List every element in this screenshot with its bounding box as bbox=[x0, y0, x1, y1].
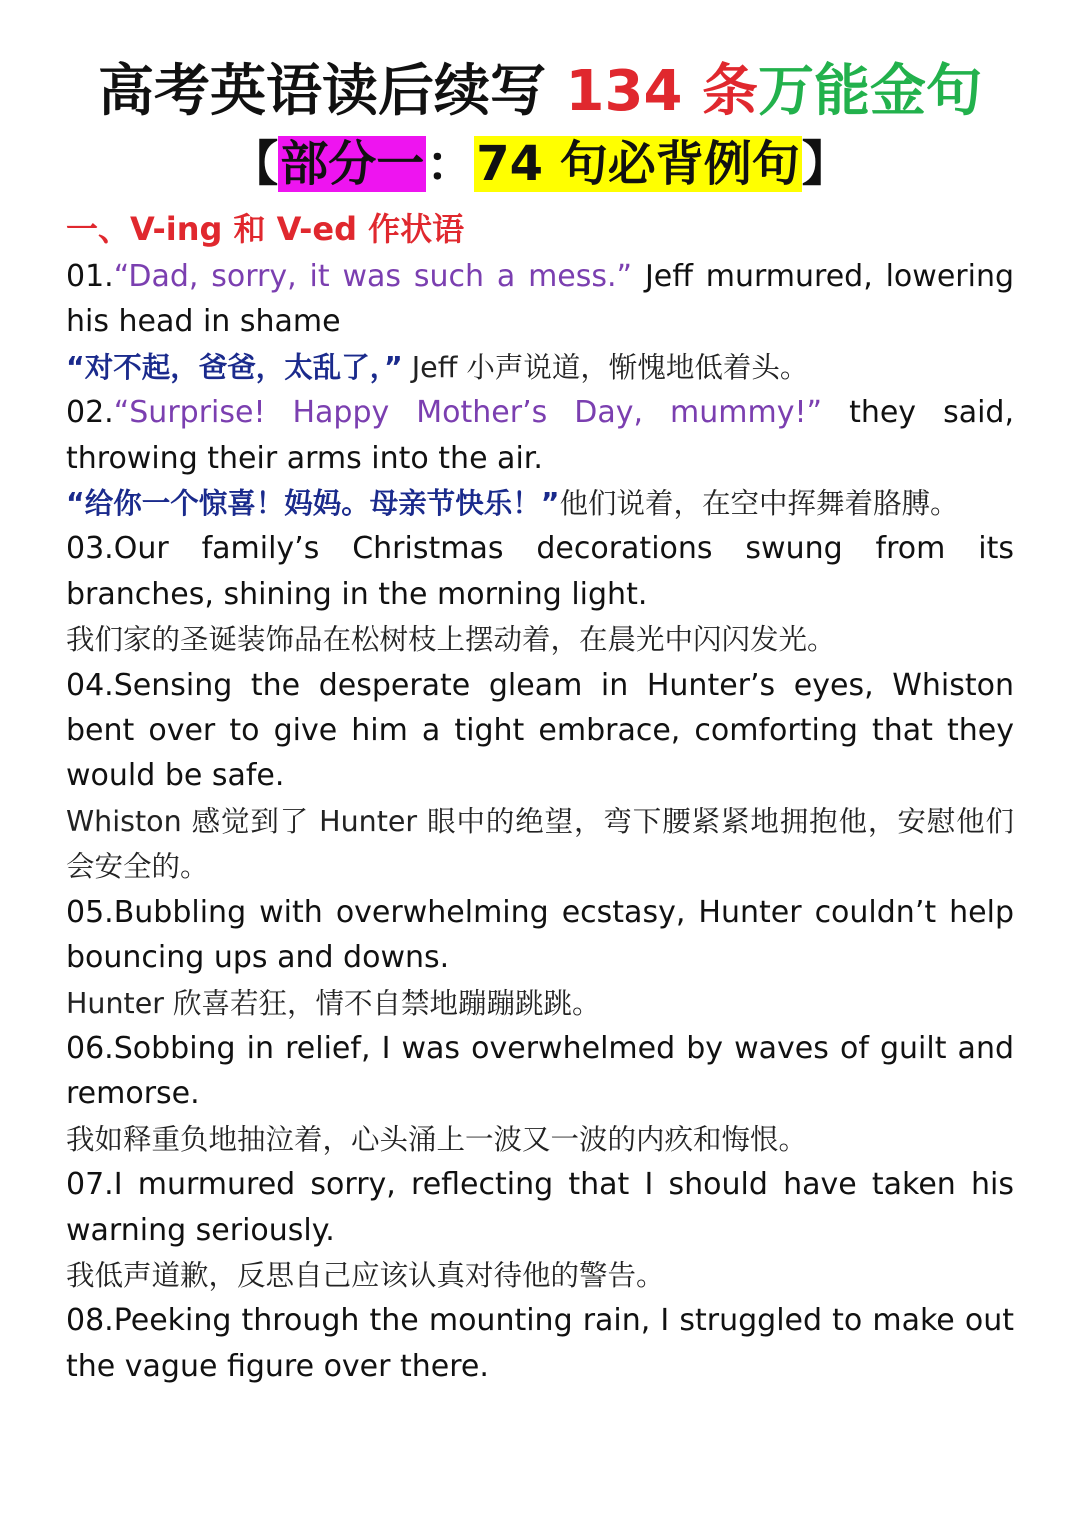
sentence-03-zh: 我们家的圣诞装饰品在松树枝上摆动着，在晨光中闪闪发光。 bbox=[66, 623, 836, 657]
sentence-08-en: 08.Peeking through the mounting rain, I struggled to make out the vague figure over there. bbox=[66, 1303, 1014, 1384]
translation-text: Jeff 小声说道，惭愧地低着头。 bbox=[402, 350, 809, 384]
sentence-06-en: 06.Sobbing in relief, I was overwhelmed by waves of guilt and remorse. bbox=[66, 1030, 1014, 1112]
sentence-05-en: 05.Bubbling with overwhelming ecstasy, Hunter couldn’t help bouncing ups and downs. bbox=[66, 894, 1014, 976]
title-count-text: 134 条 bbox=[565, 59, 758, 124]
subtitle-part-label: 部分一 bbox=[280, 136, 425, 192]
title-main-text: 高考英语读后续写 bbox=[98, 59, 566, 124]
quoted-speech-translation: “对不起，爸爸，太乱了，” bbox=[66, 350, 403, 384]
sentence-number: 01. bbox=[66, 259, 114, 294]
sentence-02-zh bbox=[66, 481, 1014, 526]
sentence-text: Jeff murmured, lowering his head in shame bbox=[66, 259, 1015, 340]
sentence-04-en: 04.Sensing the desperate gleam in Hunter’s eyes, Whiston bent over to give him a tight embrace, comforting that they would be safe. bbox=[66, 667, 1014, 794]
subtitle-close-bracket: 】 bbox=[801, 136, 850, 192]
sentence-06-zh: 我如释重负地抽泣着，心头涌上一波又一波的内疚和悔恨。 bbox=[66, 1122, 808, 1156]
subtitle-colon: ： bbox=[426, 136, 475, 192]
title-highlight-text: 万能金句 bbox=[757, 59, 982, 124]
sentence-text: they said, throwing their arms into the air. bbox=[66, 395, 1014, 476]
sentence-02-en bbox=[66, 390, 1014, 481]
sentence-07-en: 07.I murmured sorry, reflecting that I should have taken his warning seriously. bbox=[66, 1167, 1014, 1248]
sentence-05-zh: Hunter 欣喜若狂，情不自禁地蹦蹦跳跳。 bbox=[66, 986, 601, 1020]
page-subtitle bbox=[0, 132, 1080, 196]
quoted-speech-translation: “给你一个惊喜！妈妈。母亲节快乐！” bbox=[66, 487, 560, 521]
sentence-04-zh: Whiston 感觉到了 Hunter 眼中的绝望，弯下腰紧紧地拥抱他，安慰他们会安全的。 bbox=[66, 804, 1014, 884]
translation-text: 他们说着，在空中挥舞着胳膊。 bbox=[559, 487, 959, 521]
subtitle-count-label: 74 句必背例句 bbox=[476, 136, 800, 192]
sentence-01-zh bbox=[66, 345, 1014, 390]
sentence-03-en: 03.Our family’s Christmas decorations swung from its branches, shining in the morning light. bbox=[66, 531, 1014, 612]
sentence-number: 02. bbox=[66, 395, 114, 431]
quoted-speech: “Surprise! Happy Mother’s Day, mummy!” bbox=[113, 395, 823, 431]
sentence-01-en bbox=[66, 254, 1014, 345]
page-title bbox=[0, 52, 1080, 132]
sentence-07-zh: 我低声道歉，反思自己应该认真对待他的警告。 bbox=[66, 1258, 665, 1292]
sentence-list bbox=[66, 254, 1014, 1389]
section-heading: 一、V-ing 和 V-ed 作状语 bbox=[66, 210, 465, 248]
quoted-speech: “Dad, sorry, it was such a mess.” bbox=[113, 259, 633, 294]
subtitle-open-bracket: 【 bbox=[230, 136, 279, 192]
